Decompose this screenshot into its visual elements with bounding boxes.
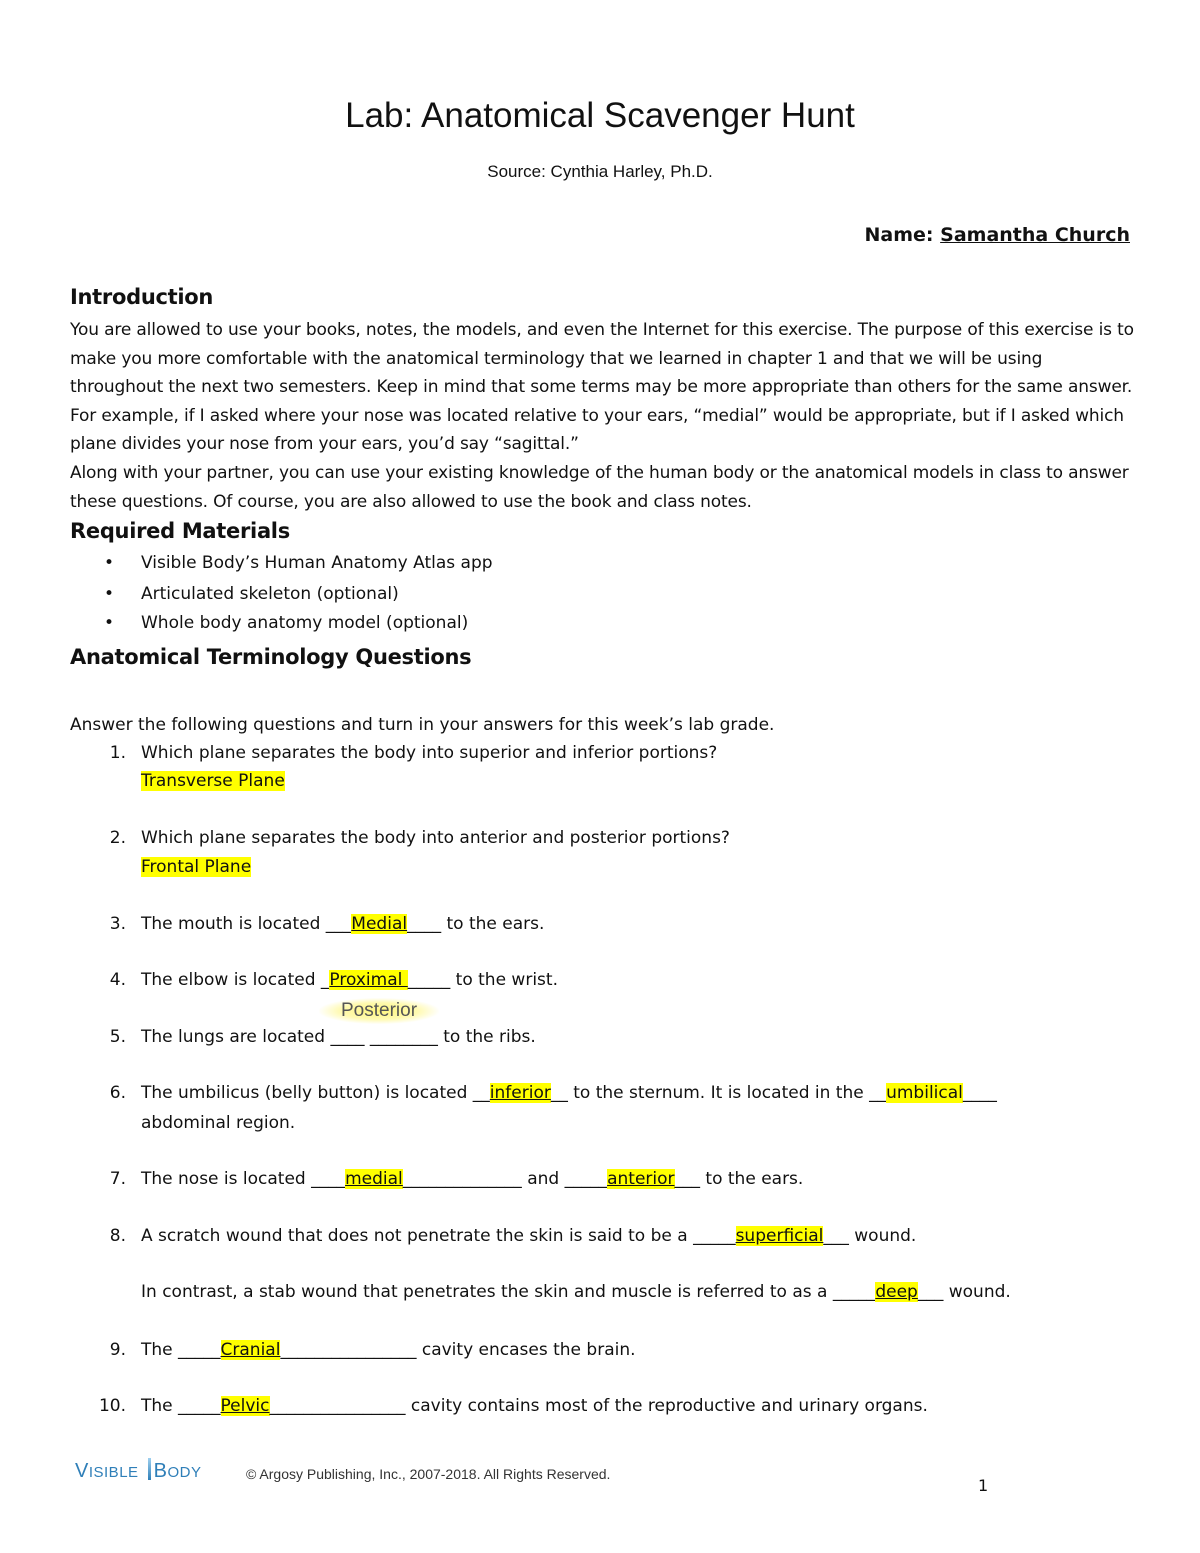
blank-line: ___ xyxy=(674,1169,701,1189)
logo-figure-icon xyxy=(148,1458,151,1480)
answer-highlight: Transverse Plane xyxy=(141,771,285,791)
question-number: 9. xyxy=(109,1340,126,1360)
logo-letter: B xyxy=(153,1460,168,1482)
logo-text: ISIBLE xyxy=(88,1464,139,1481)
questions-instructions: Answer the following questions and turn in your answers for this week’s lab grade. xyxy=(70,715,775,735)
answer-highlight: medial xyxy=(345,1169,403,1189)
answer-highlight: inferior xyxy=(489,1083,551,1103)
question-1-text: Which plane separates the body into superior and inferior portions? xyxy=(141,743,718,763)
question-3 xyxy=(141,914,544,934)
name-value: Samantha Church xyxy=(940,224,1130,246)
materials-item: Articulated skeleton (optional) xyxy=(141,584,399,604)
answer-highlight: Proximal xyxy=(329,970,408,990)
question-number: 8. xyxy=(109,1226,126,1246)
materials-item: Visible Body’s Human Anatomy Atlas app xyxy=(141,553,493,573)
question-number: 4. xyxy=(109,970,126,990)
question-text: to the wrist. xyxy=(450,970,558,990)
question-text: to the ribs. xyxy=(437,1027,536,1047)
materials-heading: Required Materials xyxy=(70,519,290,543)
answer-highlight: Cranial xyxy=(220,1340,281,1360)
blank-line: ___ xyxy=(823,1226,849,1246)
question-number: 7. xyxy=(109,1169,126,1189)
question-5 xyxy=(141,1027,536,1047)
question-text: In contrast, a stab wound that penetrates the skin and muscle is referred to as a _____ xyxy=(141,1282,876,1302)
answer-highlight: superficial xyxy=(735,1226,824,1246)
bullet-icon: • xyxy=(104,584,115,604)
question-text: The umbilicus (belly button) is located __ xyxy=(141,1083,490,1103)
question-9 xyxy=(141,1340,636,1360)
answer-highlight: Medial xyxy=(351,914,408,934)
blank-line: _____ xyxy=(407,970,451,990)
blank-line: ________________ xyxy=(280,1340,417,1360)
answer-highlight: anterior xyxy=(607,1169,675,1189)
questions-heading: Anatomical Terminology Questions xyxy=(70,645,472,669)
question-8-part-2 xyxy=(141,1282,1011,1302)
question-1-answer xyxy=(141,771,285,791)
question-text: cavity contains most of the reproductive and urinary organs. xyxy=(405,1396,928,1416)
question-text: cavity encases the brain. xyxy=(416,1340,636,1360)
blank-line: ____ xyxy=(962,1083,997,1103)
visible-body-logo xyxy=(75,1458,201,1483)
question-6 xyxy=(141,1083,997,1103)
question-text: to the ears. xyxy=(441,914,545,934)
question-text: to the ears. xyxy=(700,1169,804,1189)
question-text: The lungs are located xyxy=(141,1027,331,1047)
question-number: 3. xyxy=(109,914,126,934)
blank-line: __ xyxy=(550,1083,568,1103)
question-text: wound. xyxy=(848,1226,917,1246)
intro-text-2: Along with your partner, you can use your existing knowledge of the human body or the anatomical models in class to answer these questions. Of course, you are also allowed to use the book and class notes. xyxy=(70,462,1129,512)
question-10 xyxy=(141,1396,928,1416)
intro-text-1: You are allowed to use your books, notes, the models, and even the Internet for this exercise. The purpose of this exercise is to make you more comfortable with the anatomical terminology that we learned in chapter 1 and that we will be using throughout the next two semesters. Keep in mind that some terms may be more appropriate than others for the same answer. For example, if I asked where your nose was located relative to your ears, “medial” would be appropriate, but if I asked which plane divides your nose from your ears, you’d say “sagittal.” xyxy=(70,320,1134,455)
question-7 xyxy=(141,1169,803,1189)
question-number: 10. xyxy=(98,1396,126,1416)
question-2-answer xyxy=(141,857,251,877)
answer-highlight: umbilical xyxy=(886,1083,963,1103)
question-text: The _____ xyxy=(141,1340,221,1360)
question-number: 5. xyxy=(109,1027,126,1047)
logo-letter: V xyxy=(75,1460,89,1482)
answer-highlight: deep xyxy=(875,1282,918,1302)
materials-item: Whole body anatomy model (optional) xyxy=(141,613,469,633)
blank-line: ___ xyxy=(917,1282,944,1302)
blank-line: ____ ________ xyxy=(330,1027,438,1047)
question-8 xyxy=(141,1226,916,1246)
name-label: Name: xyxy=(864,224,934,246)
question-number: 1. xyxy=(109,743,126,763)
question-text: The nose is located ____ xyxy=(141,1169,346,1189)
bullet-icon: • xyxy=(104,553,115,573)
blank-line: ________________ xyxy=(269,1396,406,1416)
question-6-line-2: abdominal region. xyxy=(141,1113,296,1133)
page-number: 1 xyxy=(978,1476,989,1495)
source-line: Source: Cynthia Harley, Ph.D. xyxy=(487,162,713,181)
intro-paragraph xyxy=(70,316,1140,516)
question-text: wound. xyxy=(943,1282,1011,1302)
blank-line: ______________ xyxy=(402,1169,522,1189)
question-2-text: Which plane separates the body into anterior and posterior portions? xyxy=(141,828,730,848)
page-title: Lab: Anatomical Scavenger Hunt xyxy=(345,96,855,135)
answer-highlight: Frontal Plane xyxy=(141,857,252,877)
question-text: A scratch wound that does not penetrate the skin is said to be a _____ xyxy=(141,1226,736,1246)
logo-text: ODY xyxy=(167,1464,202,1481)
posterior-annotation[interactable]: Posterior xyxy=(319,998,439,1024)
question-number: 6. xyxy=(109,1083,126,1103)
question-text: and _____ xyxy=(521,1169,608,1189)
copyright-text: © Argosy Publishing, Inc., 2007-2018. All Rights Reserved. xyxy=(246,1466,611,1482)
answer-highlight: Pelvic xyxy=(220,1396,270,1416)
question-text: to the sternum. It is located in the __ xyxy=(567,1083,887,1103)
question-text: The elbow is located _ xyxy=(141,970,330,990)
question-number: 2. xyxy=(109,828,126,848)
name-line xyxy=(865,224,1131,246)
intro-heading: Introduction xyxy=(70,285,214,309)
question-text: The mouth is located ___ xyxy=(141,914,352,934)
question-text: The _____ xyxy=(141,1396,221,1416)
bullet-icon: • xyxy=(104,613,115,633)
blank-line: ____ xyxy=(407,914,442,934)
question-4 xyxy=(141,970,558,990)
